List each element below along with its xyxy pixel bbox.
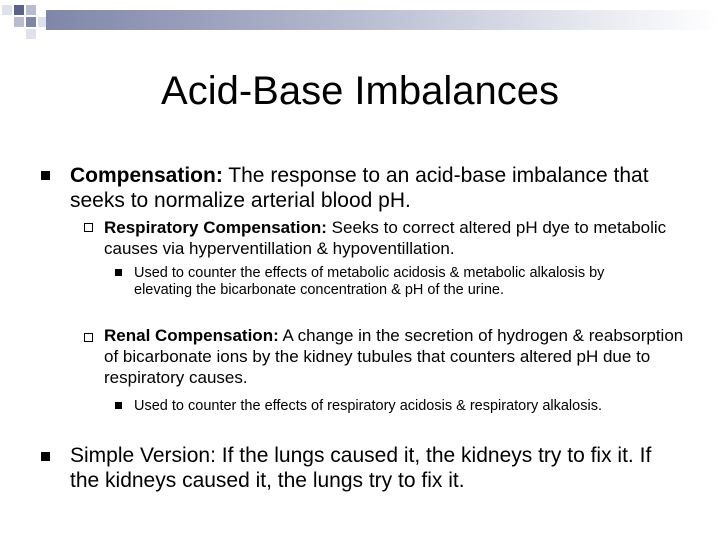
- decor-square: [26, 29, 36, 39]
- decor-square: [26, 5, 36, 15]
- decor-square: [14, 5, 24, 15]
- decor-square: [26, 17, 36, 27]
- bullet-text: [104, 325, 684, 388]
- decor-square: [14, 17, 24, 27]
- bullet-text: [104, 217, 704, 259]
- square-bullet-icon: [41, 452, 50, 461]
- bullet-definition: Seeks to correct altered pH dye to metabolic causes via hyperventillation & hypoventillation.: [104, 218, 667, 258]
- bullet-term: Compensation:: [70, 164, 223, 187]
- bullet-term: Renal Compensation:: [104, 326, 279, 345]
- bullet-term: Respiratory Compensation:: [104, 218, 327, 237]
- hollow-square-bullet-icon: [84, 223, 93, 232]
- decorative-header-band: [0, 0, 720, 46]
- bullet-text: Used to counter the effects of metabolic acidosis & metabolic alkalosis by elevating the bicarbonate concentration & pH of the urine.: [134, 265, 605, 298]
- bullet-text: [70, 163, 670, 213]
- hollow-square-bullet-icon: [84, 333, 93, 342]
- decor-square: [2, 5, 12, 15]
- bullet-text: Simple Version: If the lungs caused it, the kidneys try to fix it. If the kidneys caused it, the lungs try to fix it.: [70, 444, 652, 492]
- square-bullet-icon: [115, 269, 122, 276]
- square-bullet-icon: [115, 402, 122, 409]
- bullet-text: Used to counter the effects of respiratory acidosis & respiratory alkalosis.: [134, 398, 602, 414]
- slide-title: Acid-Base Imbalances: [161, 69, 559, 113]
- header-gradient-bar: [46, 10, 720, 30]
- square-bullet-icon: [41, 171, 50, 180]
- decor-square: [38, 17, 46, 27]
- bullet-definition: A change in the secretion of hydrogen & reabsorption of bicarbonate ions by the kidney tubules that counters altered pH due to respiratory causes.: [104, 326, 684, 387]
- bullet-definition: The response to an acid-base imbalance that seeks to normalize arterial blood pH.: [70, 164, 649, 212]
